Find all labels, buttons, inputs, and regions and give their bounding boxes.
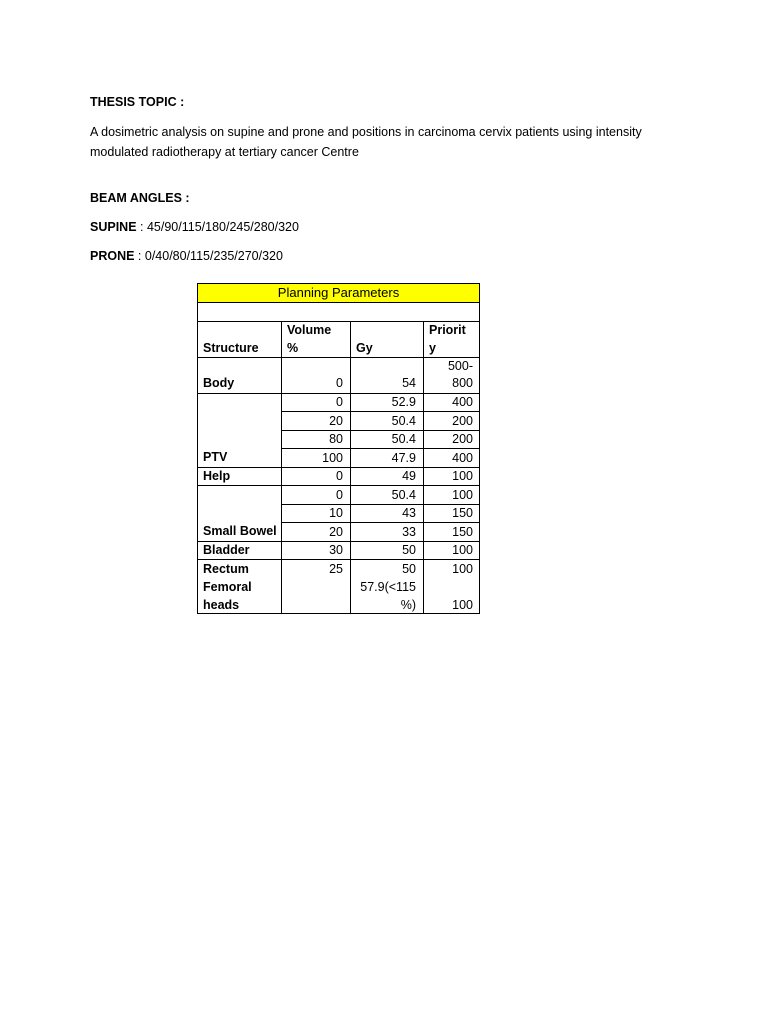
cell-priority: 100 [452,469,473,483]
cell-volume: 20 [329,414,343,428]
cell-gy: 54 [402,376,416,390]
supine-angles: : 45/90/115/180/245/280/320 [136,220,299,234]
cell-volume: 0 [336,376,343,390]
cell-priority: 500- [447,359,473,373]
structure-ptv: PTV [203,450,228,464]
cell-gy: 47.9 [391,451,416,465]
header-volume-unit: % [287,341,299,355]
structure-body: Body [203,376,235,390]
cell-volume: 25 [329,562,343,576]
structure-femoral-heads-cont: heads [203,598,240,612]
cell-priority: 200 [452,414,473,428]
cell-volume: 0 [336,395,343,409]
structure-rectum: Rectum [203,562,249,576]
cell-priority: 100 [452,543,473,557]
thesis-topic-text: A dosimetric analysis on supine and prone and positions in carcinoma cervix patients using intensity modulated radiotherapy at tertiary cancer Centre [90,125,642,159]
cell-priority-cont: 800 [452,376,473,390]
cell-gy-cont: %) [400,598,416,612]
cell-gy: 50 [402,562,416,576]
cell-gy: 33 [402,525,416,539]
cell-gy: 52.9 [391,395,416,409]
cell-gy: 50.4 [391,488,416,502]
cell-priority: 100 [452,598,473,612]
header-volume: Volume [287,323,332,337]
cell-gy: 49 [402,469,416,483]
supine-beam-angles [90,217,299,237]
cell-gy: 50.4 [391,432,416,446]
header-priority: Priorit [429,323,466,337]
prone-beam-angles [90,246,283,266]
cell-volume: 30 [329,543,343,557]
cell-gy: 50 [402,543,416,557]
cell-volume: 10 [329,506,343,520]
cell-volume: 20 [329,525,343,539]
prone-label: PRONE [90,249,135,263]
cell-priority: 150 [452,506,473,520]
beam-angles-heading: BEAM ANGLES : [90,191,190,205]
cell-volume: 80 [329,432,343,446]
cell-gy: 43 [402,506,416,520]
cell-volume: 0 [336,469,343,483]
cell-volume: 0 [336,488,343,502]
cell-gy: 50.4 [391,414,416,428]
cell-priority: 100 [452,488,473,502]
table-title: Planning Parameters [197,283,480,303]
header-gy: Gy [356,341,373,355]
cell-volume: 100 [322,451,343,465]
cell-gy: 57.9(<115 [360,580,416,594]
cell-priority: 150 [452,525,473,539]
cell-priority: 200 [452,432,473,446]
structure-small-bowel: Small Bowel [203,524,277,538]
cell-priority: 400 [452,451,473,465]
header-priority-cont: y [429,341,436,355]
cell-priority: 100 [452,562,473,576]
structure-bladder: Bladder [203,543,250,557]
cell-priority: 400 [452,395,473,409]
prone-angles: : 0/40/80/115/235/270/320 [134,249,283,263]
thesis-topic-heading: THESIS TOPIC : [90,95,185,109]
structure-femoral-heads: Femoral [203,580,252,594]
supine-label: SUPINE [90,220,137,234]
header-structure: Structure [203,341,259,355]
structure-help: Help [203,469,231,483]
